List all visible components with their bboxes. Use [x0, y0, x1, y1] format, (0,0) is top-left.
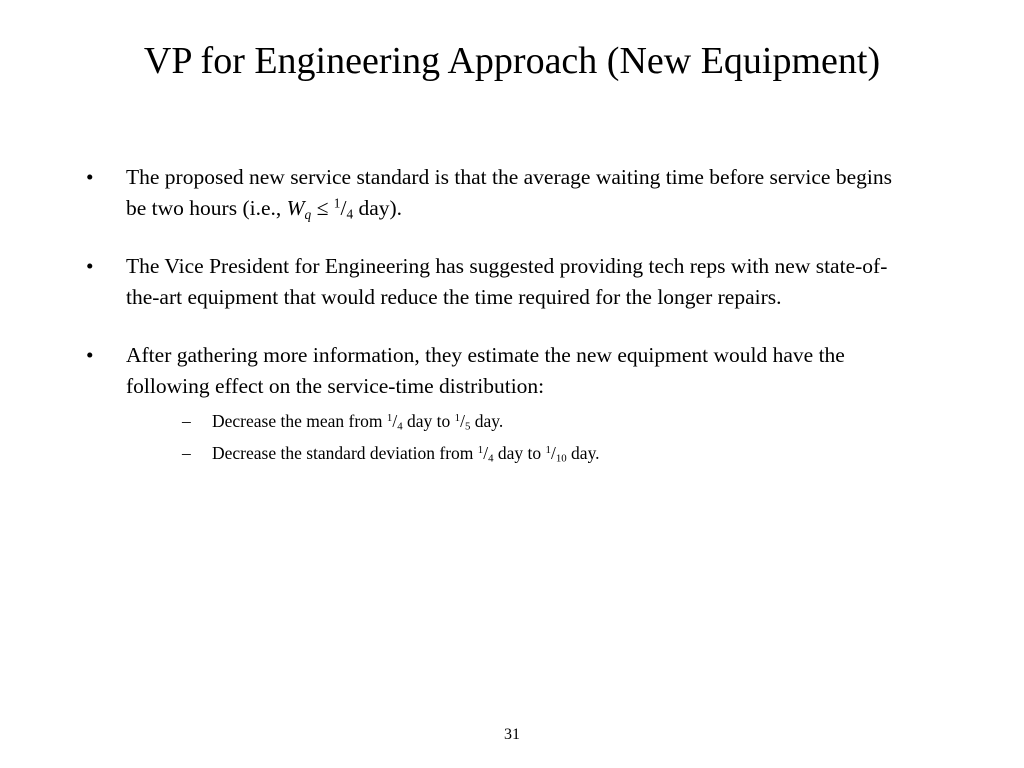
subitem-text: Decrease the mean from: [212, 411, 383, 431]
subitem-text-end: day.: [474, 411, 504, 431]
fraction-denominator: 4: [346, 206, 354, 222]
fraction-denominator: 4: [397, 420, 403, 433]
subitem-text-mid: day to: [497, 443, 542, 463]
fraction: [334, 196, 353, 220]
subitem-std-dev: [126, 440, 916, 466]
dash-marker: –: [182, 443, 191, 463]
fraction-slash: /: [340, 196, 347, 220]
fraction-denominator: 5: [464, 420, 471, 433]
fraction-slash: /: [483, 443, 489, 463]
leq-operator: ≤: [316, 196, 329, 220]
bullet-item-service-standard: [86, 162, 916, 224]
slide-title: VP for Engineering Approach (New Equipment): [143, 40, 881, 82]
bullet-marker: •: [86, 254, 94, 278]
fraction-denominator: 10: [555, 452, 567, 465]
bullet-marker: •: [86, 165, 94, 189]
fraction-numerator: 1: [477, 444, 484, 457]
fraction-to: [455, 411, 471, 431]
page-number: 31: [504, 726, 520, 743]
fraction-slash: /: [392, 411, 398, 431]
bullet-item-estimate: [86, 340, 916, 466]
bullet-text: After gathering more information, they estimate the new equipment would have the following effect on the service-time distribution:: [126, 343, 845, 398]
fraction-numerator: 1: [545, 444, 551, 457]
subitem-text-mid: day to: [407, 411, 451, 431]
bullet-item-vp-suggestion: [86, 251, 916, 313]
wq-symbol: [287, 196, 312, 220]
fraction-numerator: 1: [386, 412, 393, 425]
dash-marker: –: [182, 411, 191, 431]
fraction-slash: /: [550, 443, 556, 463]
subitem-text-end: day.: [571, 443, 600, 463]
fraction-from: [387, 411, 403, 431]
fraction-to: [546, 443, 567, 463]
fraction-slash: /: [460, 411, 465, 431]
bullet-text-end: day).: [358, 196, 403, 220]
fraction-numerator: 1: [333, 195, 341, 211]
bullet-text: The Vice President for Engineering has suggested providing tech reps with new state-of-the-art equipment that would reduce the time required for the longer repairs.: [126, 254, 888, 309]
wq-var: W: [286, 196, 305, 220]
fraction-numerator: 1: [454, 412, 461, 425]
fraction-denominator: 4: [488, 452, 494, 465]
bullet-text: The proposed new service standard is that the average waiting time before service begins be two hours (i.e.,: [126, 165, 892, 220]
bullet-list: [86, 162, 916, 466]
wq-subscript: q: [304, 206, 312, 222]
subitem-mean: [126, 408, 916, 434]
fraction-from: [478, 443, 494, 463]
bullet-marker: •: [86, 343, 94, 367]
subitem-text: Decrease the standard deviation from: [212, 443, 474, 463]
